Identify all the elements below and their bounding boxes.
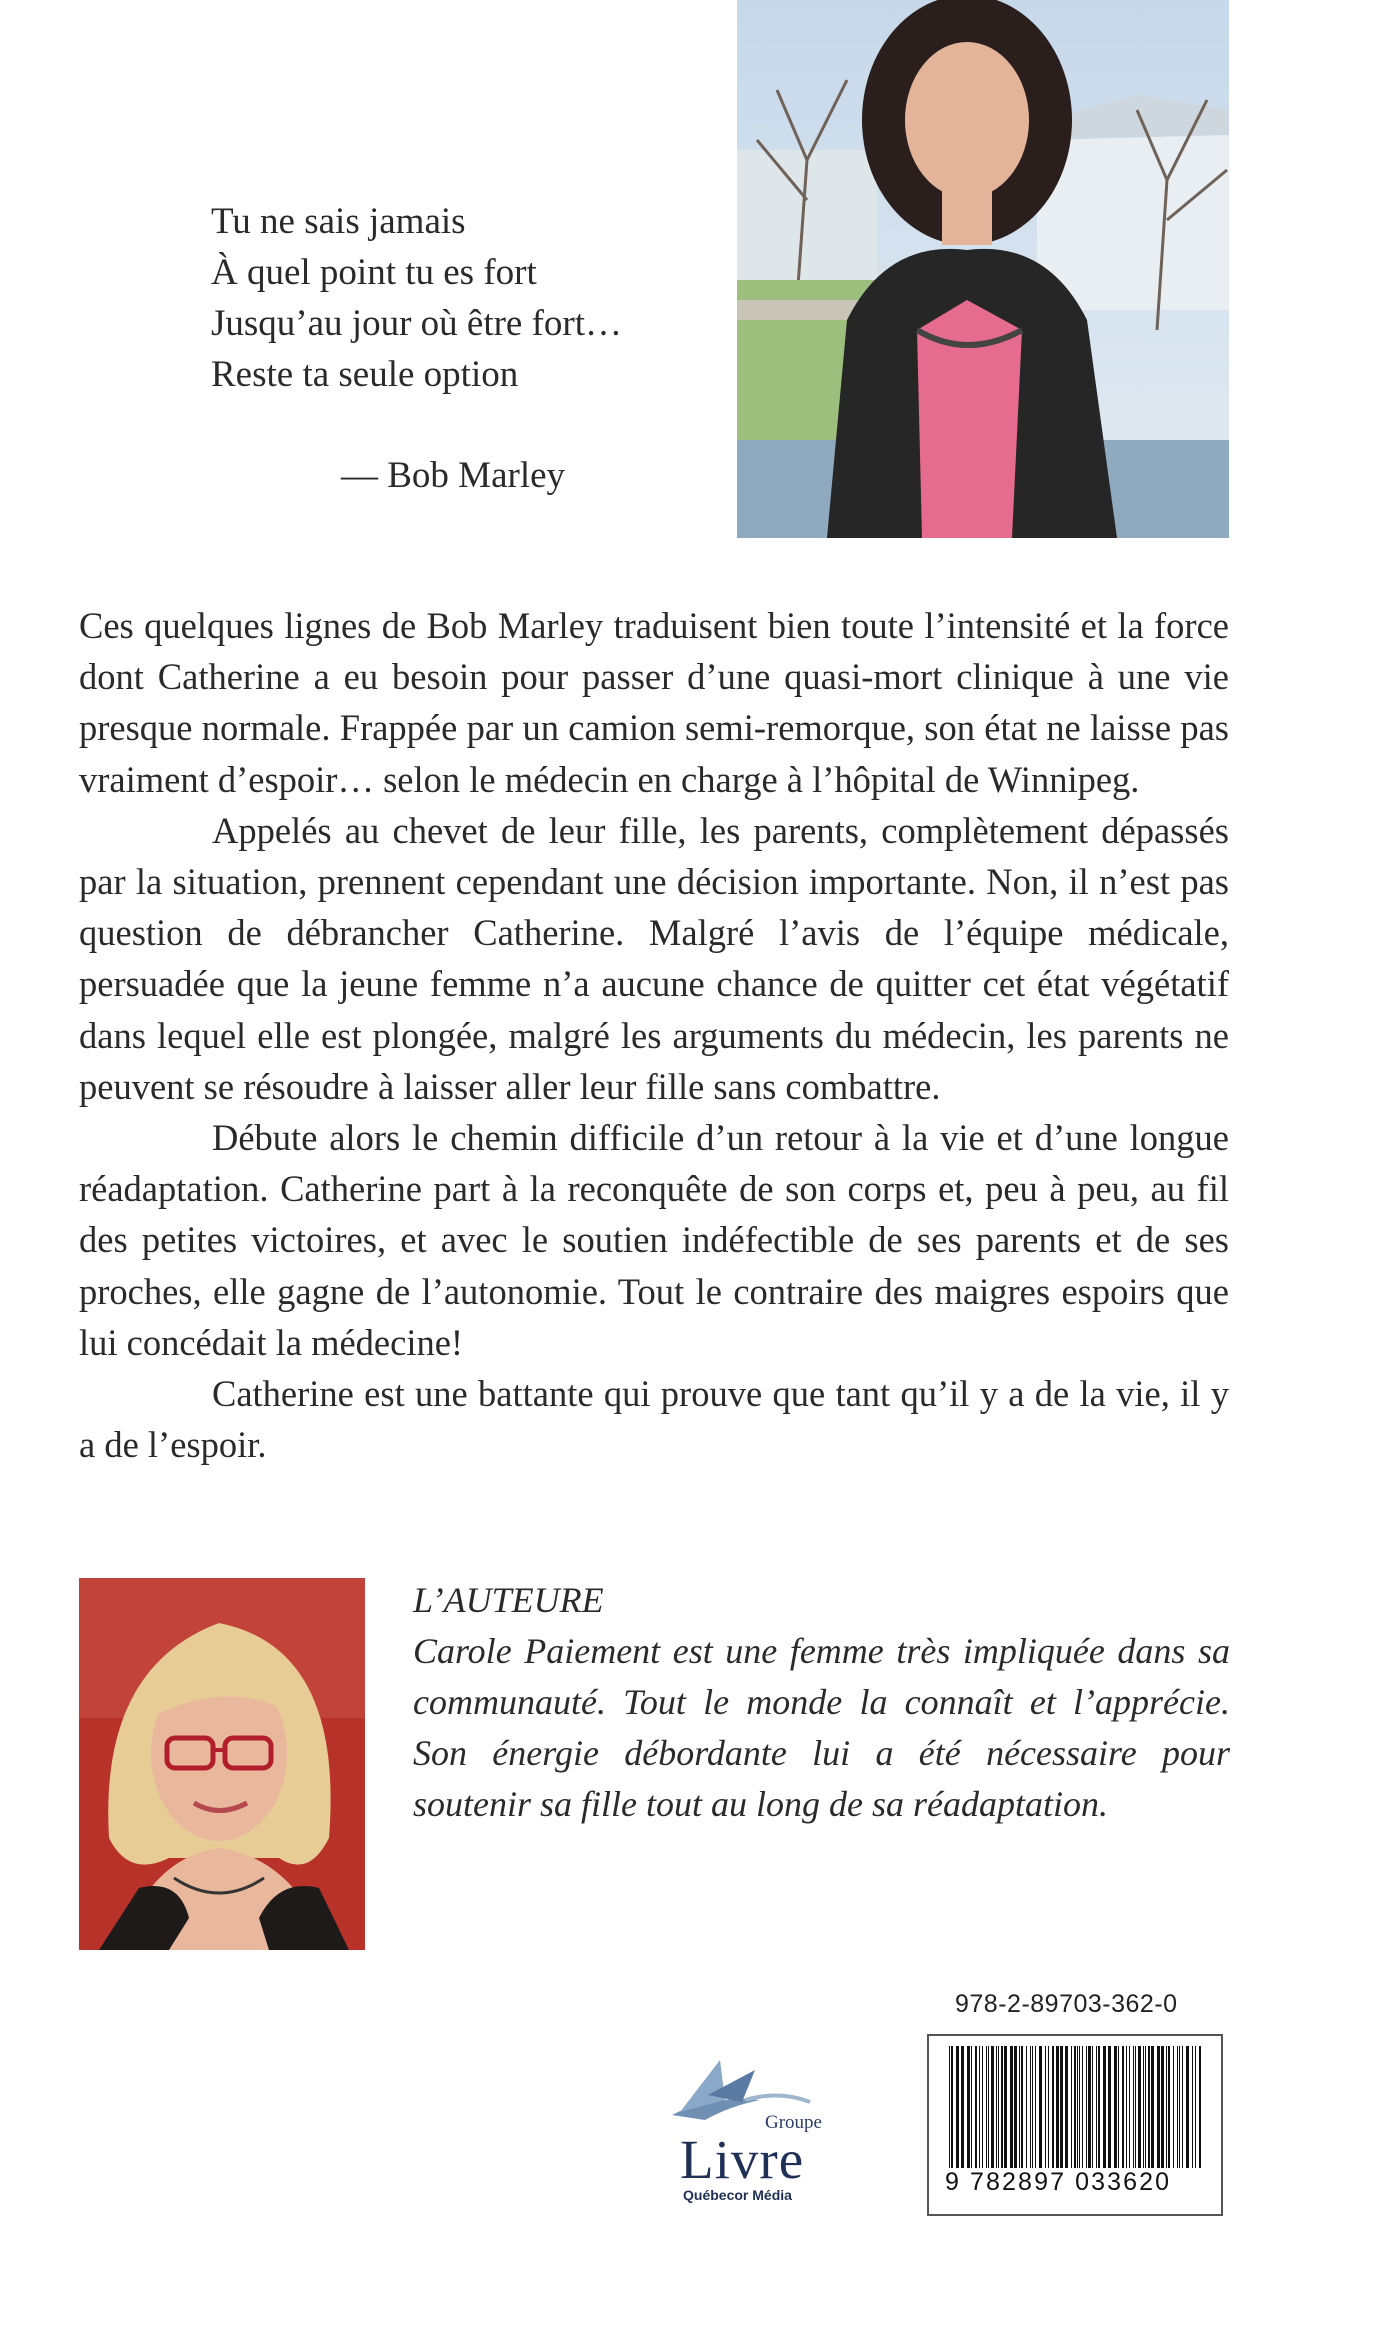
barcode-bar <box>1032 2046 1033 2170</box>
barcode-bar <box>961 2046 964 2170</box>
summary-text <box>79 600 1229 1470</box>
barcode-bar <box>951 2046 953 2186</box>
barcode-bar <box>1096 2046 1097 2170</box>
quote-line: Jusqu’au jour où être fort… <box>211 303 623 344</box>
barcode-bar <box>971 2046 972 2170</box>
barcode-bar <box>1168 2046 1170 2170</box>
barcode-bar <box>1071 2046 1072 2170</box>
author-bio: Carole Paiement est une femme très impliquée dans sa communauté. Tout le monde la connaît et l’apprécie. Son énergie débordante lui a été nécessaire pour soutenir sa fille tout au long de sa réadaptation. <box>413 1631 1230 1824</box>
photo-catherine-illustration <box>737 0 1229 538</box>
barcode-bar <box>1143 2046 1144 2170</box>
barcode-bar <box>982 2046 983 2170</box>
barcode-bar <box>1126 2046 1127 2170</box>
photo-author-illustration <box>79 1578 365 1950</box>
barcode-bar <box>1103 2046 1106 2170</box>
quote-line: Reste ta seule option <box>211 354 519 395</box>
barcode-bar <box>1074 2046 1076 2170</box>
barcode-bar <box>1045 2046 1046 2170</box>
summary-paragraph: Appelés au chevet de leur fille, les parents, complètement dépassés par la situation, prennent cependant une décision importante. Non, il n’est pas question de débrancher Catherine. Malgré l’avis de l’équipe médicale, persuadée que la jeune femme n’a aucune chance de quitter cet état végétatif dans lequel elle est plongée, malgré les arguments du médecin, les parents ne peuvent se résoudre à laisser aller leur fille sans combattre. <box>79 809 1229 1107</box>
barcode-bar <box>1182 2046 1183 2186</box>
barcode-bar <box>1122 2046 1124 2170</box>
isbn-text: 978-2-89703-362-0 <box>955 1990 1178 2018</box>
barcode-bar <box>1179 2046 1180 2186</box>
barcode-bar <box>1108 2046 1111 2170</box>
publisher-logo <box>650 2040 840 2210</box>
barcode-bar <box>1014 2046 1017 2170</box>
barcode-bar <box>998 2046 999 2170</box>
barcode-bar <box>1039 2046 1042 2170</box>
barcode-bar <box>1077 2046 1078 2170</box>
barcode-bar <box>949 2046 950 2186</box>
barcode-bar <box>967 2046 970 2170</box>
barcode-bar <box>1021 2046 1023 2170</box>
barcode-bar <box>1019 2046 1020 2170</box>
barcode-bar <box>1030 2046 1031 2170</box>
barcode-bar <box>1065 2046 1068 2170</box>
barcode-bar <box>1129 2046 1130 2170</box>
barcode-bar <box>1052 2046 1054 2170</box>
photo-author <box>79 1578 365 1950</box>
photo-catherine <box>737 0 1229 538</box>
barcode-bar <box>979 2046 980 2170</box>
barcode-bar <box>975 2046 977 2170</box>
barcode-bar <box>986 2046 987 2170</box>
barcode-bar <box>1161 2046 1164 2170</box>
quote-line: À quel point tu es fort <box>211 252 537 293</box>
barcode-bar <box>1186 2046 1189 2186</box>
barcode-bar <box>1056 2046 1059 2170</box>
barcode-bar <box>1048 2046 1049 2170</box>
barcode-bar <box>1098 2046 1100 2170</box>
barcode-bar <box>1133 2046 1134 2170</box>
barcode-bar <box>1092 2046 1093 2170</box>
epigraph-quote <box>211 196 731 501</box>
barcode-bar <box>996 2046 997 2170</box>
barcode-bar <box>1010 2046 1013 2170</box>
barcode-bar <box>1135 2046 1136 2170</box>
barcode-bar <box>1151 2046 1154 2170</box>
barcode-bar <box>1086 2046 1087 2170</box>
barcode-bar <box>1199 2046 1201 2186</box>
barcode-bar <box>1088 2046 1091 2170</box>
barcode-bar <box>1079 2046 1080 2170</box>
barcode-bar <box>1001 2046 1003 2170</box>
barcode-bar <box>1192 2046 1193 2186</box>
barcode-bar <box>1060 2046 1063 2170</box>
barcode-bar <box>1148 2046 1150 2170</box>
barcode-bar <box>1173 2046 1174 2170</box>
barcode-bar <box>1138 2046 1141 2170</box>
summary-paragraph: Ces quelques lignes de Bob Marley traduisent bien toute l’intensité et la force dont Catherine a eu besoin pour passer d’une quasi-mort clinique à une vie presque normale. Frappée par un camion semi-remorque, son état ne laisse pas vraiment d’espoir… selon le médecin en charge à l’hôpital de Winnipeg. <box>79 605 1229 800</box>
barcode-bar <box>1157 2046 1160 2170</box>
barcode <box>927 2034 1223 2216</box>
barcode-bar <box>1035 2046 1036 2170</box>
barcode-bar <box>1195 2046 1196 2186</box>
quote-attribution: — Bob Marley <box>341 455 566 496</box>
barcode-bar <box>1177 2046 1178 2170</box>
publisher-groupe: Groupe <box>765 2112 822 2133</box>
publisher-livre: Livre <box>680 2129 805 2190</box>
publisher-quebecor: Québecor Média <box>683 2187 792 2203</box>
author-bio-block <box>413 1575 1230 1830</box>
author-heading: L’AUTEURE <box>413 1580 604 1620</box>
summary-paragraph: Catherine est une battante qui prouve que tant qu’il y a de la vie, il y a de l’espoir. <box>79 1373 1229 1466</box>
barcode-bar <box>956 2046 959 2186</box>
barcode-bar <box>991 2046 994 2170</box>
barcode-bar <box>1114 2046 1117 2170</box>
barcode-bar <box>1004 2046 1007 2170</box>
quote-line: Tu ne sais jamais <box>211 201 466 242</box>
barcode-bar <box>1082 2046 1083 2170</box>
barcode-bar <box>1166 2046 1167 2170</box>
barcode-bar <box>1145 2046 1146 2170</box>
barcode-digits: 9 782897 033620 <box>945 2168 1207 2197</box>
barcode-bar <box>1118 2046 1119 2170</box>
summary-paragraph: Débute alors le chemin difficile d’un retour à la vie et d’une longue réadaptation. Catherine part à la reconquête de son corps et, peu à peu, au fil des petites victoires, et avec le soutien indéfectible de ses parents et de ses proches, elle gagne de l’autonomie. Tout le contraire des maigres espoirs que lui concédait la médecine! <box>79 1117 1229 1363</box>
barcode-bar <box>1026 2046 1027 2170</box>
barcode-bar <box>988 2046 989 2170</box>
